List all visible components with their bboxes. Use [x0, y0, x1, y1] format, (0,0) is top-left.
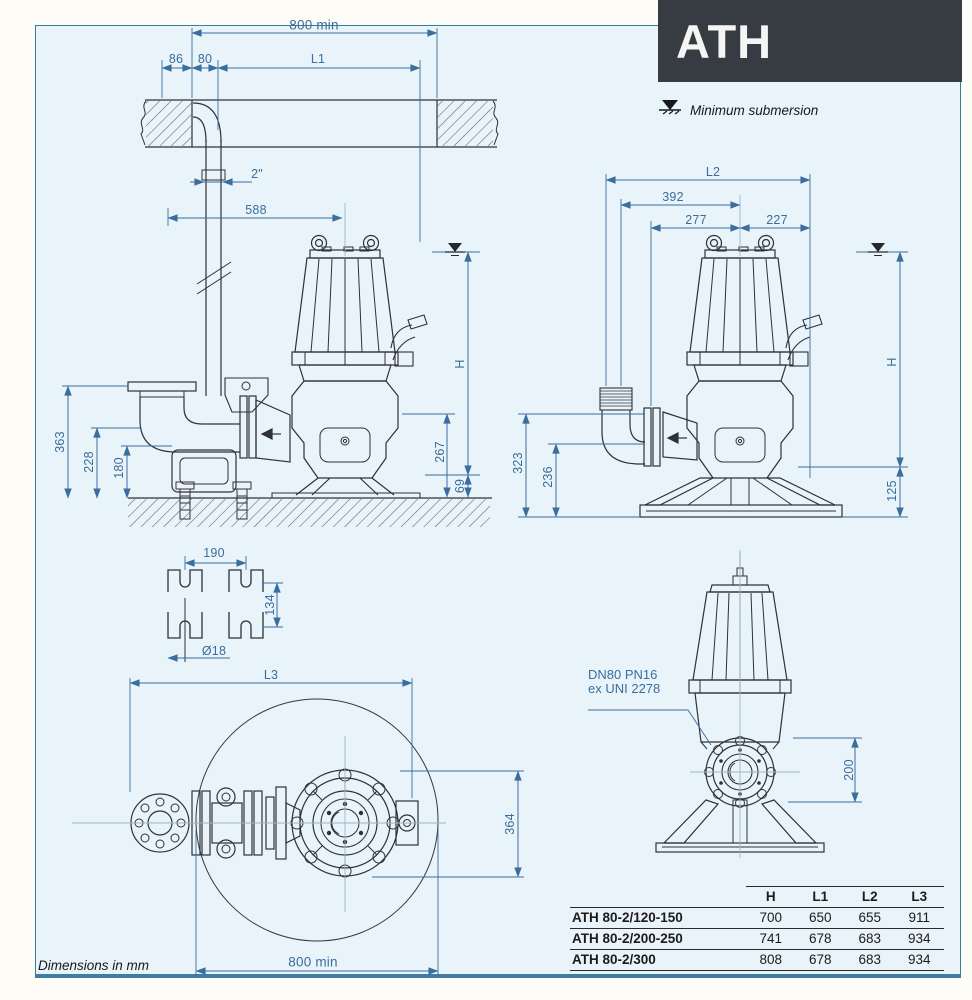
- dim-125: 125: [885, 480, 899, 502]
- table-row: [570, 950, 944, 971]
- water-level-symbols: [445, 243, 888, 256]
- dim-pit-width-bottom: 800 min: [288, 954, 338, 970]
- submersion-legend-label: Minimum submersion: [690, 102, 819, 118]
- value-L1: 650: [796, 908, 846, 929]
- dim-L1: L1: [310, 52, 326, 66]
- dim-H-free: H: [885, 357, 899, 367]
- submersion-legend: [658, 99, 818, 121]
- dim-267: 267: [433, 441, 447, 463]
- table-row: [570, 908, 944, 929]
- dim-190: 190: [203, 546, 225, 560]
- installation-drawing: [128, 100, 498, 527]
- value-L2: 683: [845, 950, 895, 971]
- value-H: 741: [746, 929, 796, 950]
- dim-200: 200: [842, 759, 856, 781]
- series-title: ATH: [676, 14, 773, 68]
- water-level-icon: [658, 99, 682, 121]
- dim-H-install: H: [453, 359, 467, 369]
- flange-spec-line1: DN80 PN16: [588, 667, 658, 682]
- top-view-drawing: [131, 699, 438, 941]
- dim-bolt-diameter: Ø18: [201, 644, 227, 658]
- dim-L2: L2: [705, 165, 721, 179]
- dim-80: 80: [197, 52, 213, 66]
- dim-363: 363: [53, 431, 67, 453]
- table-header-L3: L3: [895, 887, 945, 908]
- table-header-L1: L1: [796, 887, 846, 908]
- dim-323: 323: [511, 452, 525, 474]
- units-note: Dimensions in mm: [38, 958, 150, 973]
- flange-spec-line2: ex UNI 2278: [588, 681, 661, 696]
- table-header-row: [570, 887, 944, 908]
- value-H: 700: [746, 908, 796, 929]
- centerlines: [72, 195, 800, 912]
- dim-L3: L3: [263, 668, 279, 682]
- table-header-L2: L2: [845, 887, 895, 908]
- value-L2: 683: [845, 929, 895, 950]
- model-name: ATH 80-2/200-250: [570, 929, 746, 950]
- value-L3: 934: [895, 950, 945, 971]
- dim-86: 86: [168, 52, 184, 66]
- dim-236: 236: [541, 466, 555, 488]
- dim-227: 227: [766, 213, 788, 227]
- free-standing-drawing: [600, 236, 842, 518]
- table-row: [570, 929, 944, 950]
- flange-spec-label: [588, 668, 660, 696]
- dimension-table: [570, 886, 944, 971]
- dim-588: 588: [245, 203, 267, 217]
- value-L1: 678: [796, 929, 846, 950]
- value-L1: 678: [796, 950, 846, 971]
- dim-228: 228: [82, 451, 96, 473]
- value-L3: 934: [895, 929, 945, 950]
- dim-pit-width-top: 800 min: [289, 17, 339, 33]
- dim-pipe-2in: 2": [251, 167, 263, 181]
- value-L3: 911: [895, 908, 945, 929]
- table-header-H: H: [746, 887, 796, 908]
- dim-392: 392: [662, 190, 684, 204]
- table-header-model: [570, 887, 746, 908]
- value-H: 808: [746, 950, 796, 971]
- model-name: ATH 80-2/300: [570, 950, 746, 971]
- dim-134: 134: [263, 594, 277, 616]
- dim-180: 180: [112, 457, 126, 479]
- dim-69: 69: [453, 478, 467, 494]
- series-title-box: [658, 0, 962, 82]
- dim-277: 277: [685, 213, 707, 227]
- dim-364: 364: [503, 813, 517, 835]
- model-name: ATH 80-2/120-150: [570, 908, 746, 929]
- value-L2: 655: [845, 908, 895, 929]
